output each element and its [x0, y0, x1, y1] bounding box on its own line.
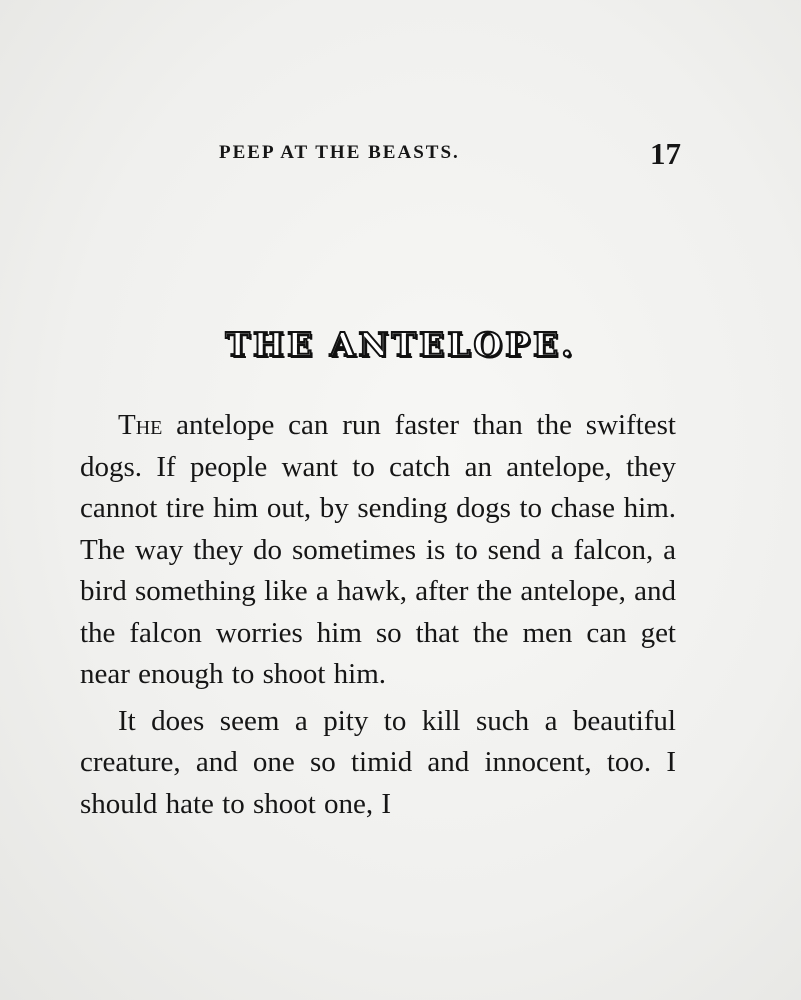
body-text — [80, 405, 676, 830]
paragraph-2 — [80, 701, 676, 826]
paragraph-1 — [80, 405, 676, 696]
paragraph-lead-word: The — [118, 409, 163, 441]
paragraph-text: antelope can run faster than the swiftest dogs. If people want to catch an antelope, they cannot tire him out, by sending dogs to chase him. The way they do sometimes is to send a falcon, a bird something like a hawk, after the antelope, and the falcon worries him so that the men can get near enough to shoot him. — [80, 409, 676, 690]
page-number: 17 — [650, 136, 681, 171]
running-head — [0, 138, 801, 172]
paragraph-text: It does seem a pity to kill such a beautiful creature, and one so timid and innocent, too. I should hate to shoot one, I — [80, 704, 676, 820]
bleed-through-text — [351, 205, 681, 405]
running-title: PEEP AT THE BEASTS. — [219, 142, 460, 163]
chapter-title: THE ANTELOPE. — [225, 325, 576, 364]
